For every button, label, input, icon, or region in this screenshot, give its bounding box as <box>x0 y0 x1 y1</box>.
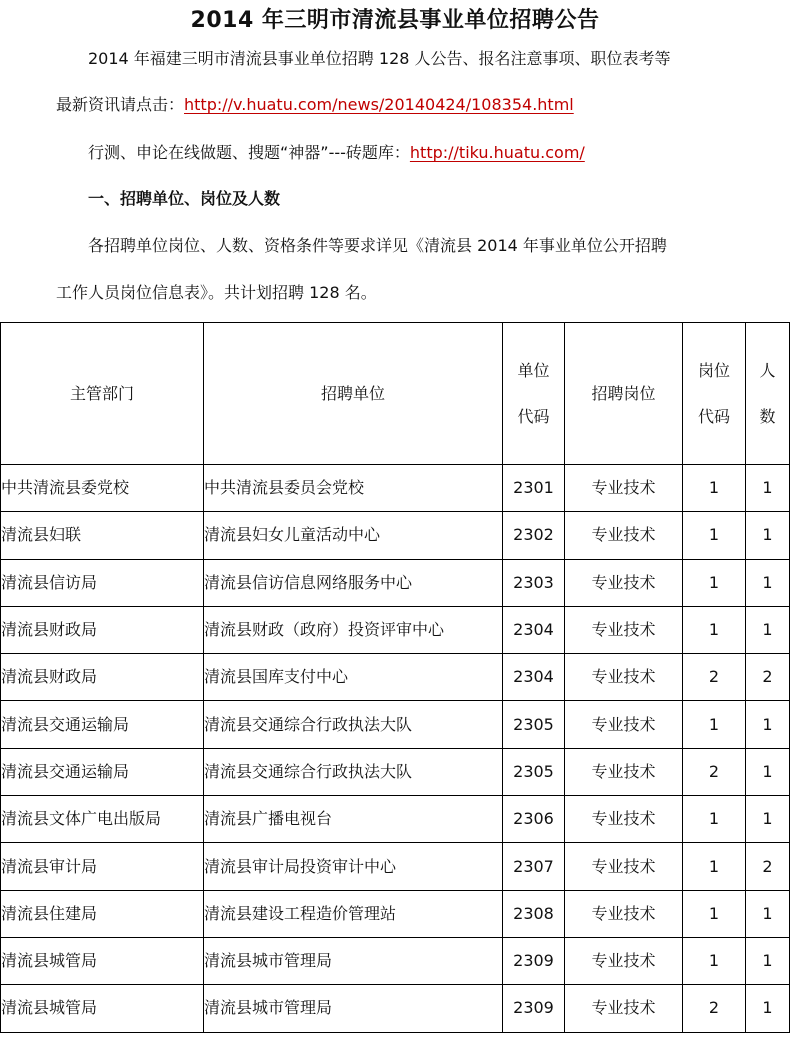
cell-count: 1 <box>746 937 790 984</box>
table-row <box>1 512 790 559</box>
table-row <box>1 796 790 843</box>
cell-post: 专业技术 <box>565 701 683 748</box>
body-line-1: 各招聘单位岗位、人数、资格条件等要求详见《清流县 2014 年事业单位公开招聘 <box>88 236 667 255</box>
cell-dept: 清流县交通运输局 <box>1 748 204 795</box>
cell-unit-code: 2305 <box>503 701 565 748</box>
table-row <box>1 701 790 748</box>
tiku-link[interactable]: http://tiku.huatu.com/ <box>409 143 585 162</box>
cell-post: 专业技术 <box>565 748 683 795</box>
table-row <box>1 654 790 701</box>
cell-count: 1 <box>746 796 790 843</box>
cell-unit: 清流县妇女儿童活动中心 <box>204 512 503 559</box>
cell-post-code: 1 <box>683 890 746 937</box>
cell-count: 1 <box>746 890 790 937</box>
cell-unit: 清流县广播电视台 <box>204 796 503 843</box>
tiku-line <box>88 141 585 165</box>
cell-dept: 清流县住建局 <box>1 890 204 937</box>
cell-dept: 清流县城管局 <box>1 985 204 1032</box>
document-title: 2014 年三明市清流县事业单位招聘公告 <box>190 8 600 33</box>
cell-unit: 清流县国库支付中心 <box>204 654 503 701</box>
cell-unit: 清流县城市管理局 <box>204 937 503 984</box>
cell-unit-code: 2309 <box>503 985 565 1032</box>
cell-unit: 清流县交通综合行政执法大队 <box>204 748 503 795</box>
cell-unit: 清流县交通综合行政执法大队 <box>204 701 503 748</box>
table-row <box>1 843 790 890</box>
table-row <box>1 559 790 606</box>
cell-count: 1 <box>746 748 790 795</box>
cell-dept: 中共清流县委党校 <box>1 465 204 512</box>
cell-post: 专业技术 <box>565 654 683 701</box>
cell-post: 专业技术 <box>565 937 683 984</box>
cell-post: 专业技术 <box>565 559 683 606</box>
cell-post-code: 1 <box>683 606 746 653</box>
table-row <box>1 985 790 1032</box>
cell-post: 专业技术 <box>565 890 683 937</box>
header-post: 招聘岗位 <box>565 323 683 465</box>
header-post-code-line1: 岗位 <box>697 360 730 380</box>
cell-unit: 清流县财政（政府）投资评审中心 <box>204 606 503 653</box>
intro-line-2 <box>56 93 574 117</box>
cell-post-code: 1 <box>683 843 746 890</box>
cell-post-code: 1 <box>683 465 746 512</box>
cell-post-code: 2 <box>683 985 746 1032</box>
cell-unit-code: 2307 <box>503 843 565 890</box>
header-dept: 主管部门 <box>1 323 204 465</box>
cell-post-code: 1 <box>683 701 746 748</box>
cell-post: 专业技术 <box>565 796 683 843</box>
cell-count: 1 <box>746 559 790 606</box>
header-count-line1: 人 <box>759 360 776 380</box>
header-unit-code-line2: 代码 <box>517 406 550 426</box>
cell-unit: 清流县建设工程造价管理站 <box>204 890 503 937</box>
cell-dept: 清流县交通运输局 <box>1 701 204 748</box>
cell-count: 2 <box>746 843 790 890</box>
cell-unit-code: 2306 <box>503 796 565 843</box>
cell-dept: 清流县城管局 <box>1 937 204 984</box>
cell-post-code: 1 <box>683 512 746 559</box>
cell-post-code: 2 <box>683 654 746 701</box>
cell-count: 2 <box>746 654 790 701</box>
cell-post-code: 1 <box>683 937 746 984</box>
body-line-2: 工作人员岗位信息表》。共计划招聘 128 名。 <box>56 283 377 302</box>
cell-unit: 清流县信访信息网络服务中心 <box>204 559 503 606</box>
cell-unit: 清流县审计局投资审计中心 <box>204 843 503 890</box>
cell-post: 专业技术 <box>565 985 683 1032</box>
cell-unit-code: 2304 <box>503 606 565 653</box>
header-count <box>746 323 790 465</box>
header-unit: 招聘单位 <box>204 323 503 465</box>
intro-line-2-prefix: 最新资讯请点击： <box>56 95 185 114</box>
cell-post: 专业技术 <box>565 843 683 890</box>
cell-post-code: 2 <box>683 748 746 795</box>
header-post-code-line2: 代码 <box>697 406 730 426</box>
cell-post: 专业技术 <box>565 606 683 653</box>
cell-post-code: 1 <box>683 796 746 843</box>
table-header-row <box>1 323 790 465</box>
cell-count: 1 <box>746 512 790 559</box>
cell-post: 专业技术 <box>565 512 683 559</box>
cell-dept: 清流县信访局 <box>1 559 204 606</box>
cell-dept: 清流县财政局 <box>1 654 204 701</box>
cell-unit: 清流县城市管理局 <box>204 985 503 1032</box>
cell-count: 1 <box>746 606 790 653</box>
cell-unit-code: 2305 <box>503 748 565 795</box>
table-row <box>1 748 790 795</box>
header-count-line2: 数 <box>759 406 776 426</box>
cell-unit-code: 2303 <box>503 559 565 606</box>
cell-unit-code: 2302 <box>503 512 565 559</box>
cell-dept: 清流县妇联 <box>1 512 204 559</box>
cell-unit-code: 2308 <box>503 890 565 937</box>
cell-unit: 中共清流县委员会党校 <box>204 465 503 512</box>
cell-unit-code: 2309 <box>503 937 565 984</box>
cell-count: 1 <box>746 701 790 748</box>
cell-count: 1 <box>746 985 790 1032</box>
positions-table <box>0 322 790 1033</box>
tiku-prefix: 行测、申论在线做题、搜题“神器”---砖题库： <box>88 143 410 162</box>
cell-dept: 清流县财政局 <box>1 606 204 653</box>
news-link[interactable]: http://v.huatu.com/news/20140424/108354.html <box>184 95 574 114</box>
cell-post-code: 1 <box>683 559 746 606</box>
header-unit-code <box>503 323 565 465</box>
table-row <box>1 606 790 653</box>
header-unit-code-line1: 单位 <box>517 360 550 380</box>
cell-count: 1 <box>746 465 790 512</box>
intro-line-1: 2014 年福建三明市清流县事业单位招聘 128 人公告、报名注意事项、职位表考等 <box>88 49 671 68</box>
section-heading: 一、招聘单位、岗位及人数 <box>88 189 281 208</box>
table-row <box>1 465 790 512</box>
table-row <box>1 890 790 937</box>
cell-unit-code: 2304 <box>503 654 565 701</box>
cell-dept: 清流县文体广电出版局 <box>1 796 204 843</box>
cell-unit-code: 2301 <box>503 465 565 512</box>
header-post-code <box>683 323 746 465</box>
cell-post: 专业技术 <box>565 465 683 512</box>
table-row <box>1 937 790 984</box>
cell-dept: 清流县审计局 <box>1 843 204 890</box>
